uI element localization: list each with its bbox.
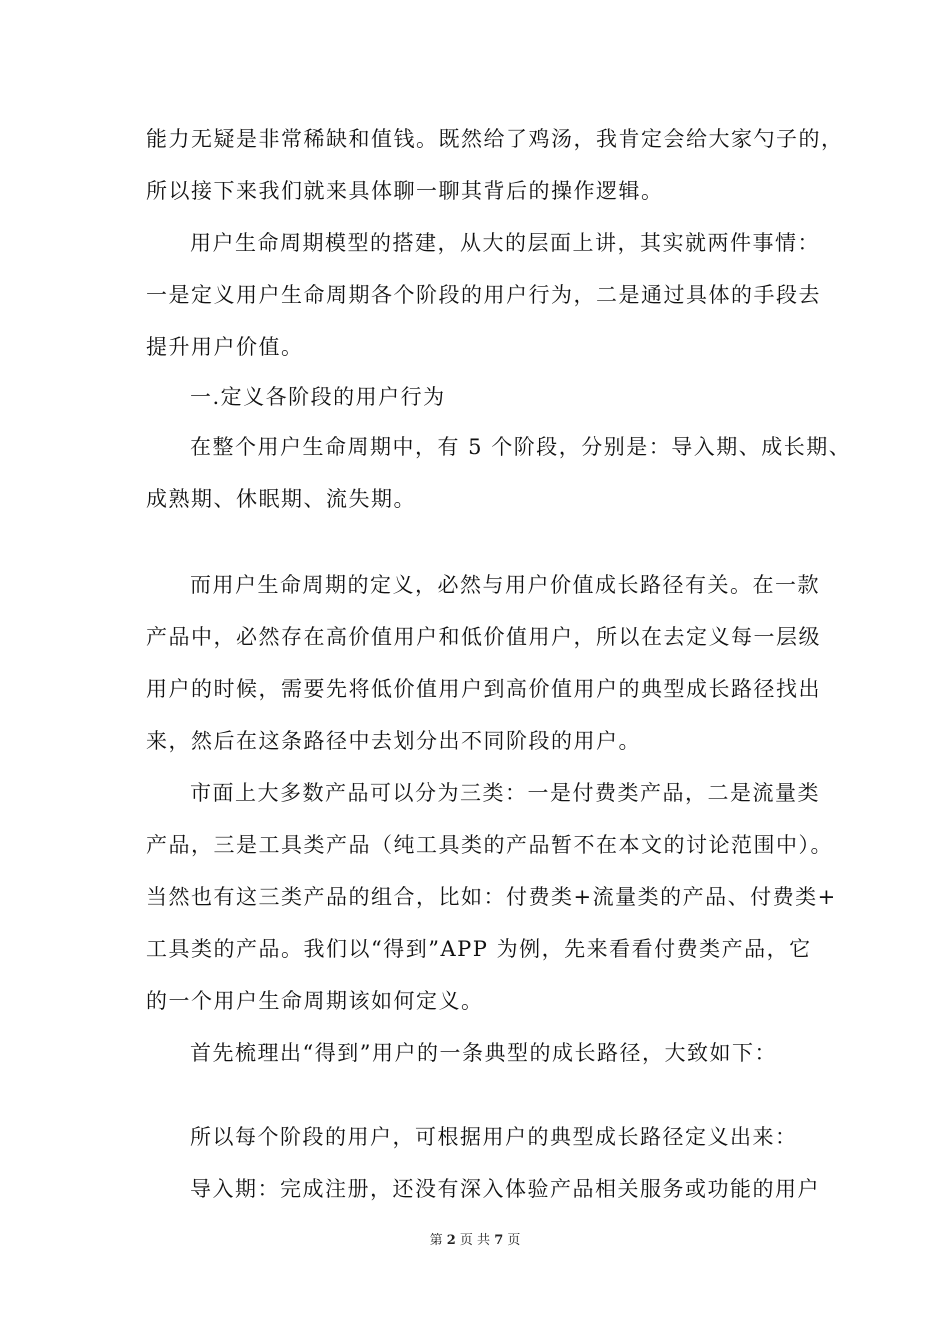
text-line: 所以每个阶段的用户，可根据用户的典型成长路径定义出来： <box>190 1125 798 1149</box>
text-line: 而用户生命周期的定义，必然与用户价值成长路径有关。在一款 <box>190 573 820 597</box>
text-line: 能力无疑是非常稀缺和值钱。既然给了鸡汤，我肯定会给大家勺子的， <box>146 127 844 151</box>
text-line: 提升用户价值。 <box>146 335 304 359</box>
text-line: 用户生命周期模型的搭建，从大的层面上讲，其实就两件事情： <box>190 231 820 255</box>
text-line: 市面上大多数产品可以分为三类：一是付费类产品，二是流量类 <box>190 781 820 805</box>
text-line: 产品中，必然存在高价值用户和低价值用户，所以在去定义每一层级 <box>146 625 821 649</box>
section-heading: 一.定义各阶段的用户行为 <box>190 385 446 409</box>
text-line: 一是定义用户生命周期各个阶段的用户行为，二是通过具体的手段去 <box>146 283 821 307</box>
footer-prefix: 第 <box>429 1233 443 1248</box>
text-line: 来，然后在这条路径中去划分出不同阶段的用户。 <box>146 729 641 753</box>
text-line: 首先梳理出“得到”用户的一条典型的成长路径，大致如下： <box>190 1041 777 1065</box>
text-line: 工具类的产品。我们以“得到”APP 为例，先来看看付费类产品，它 <box>146 937 812 961</box>
page-footer <box>0 1232 950 1250</box>
text-line: 的一个用户生命周期该如何定义。 <box>146 989 484 1013</box>
text-line: 产品，三是工具类产品（纯工具类的产品暂不在本文的讨论范围中）。 <box>146 833 833 857</box>
text-line: 成熟期、休眠期、流失期。 <box>146 487 416 511</box>
page-number: 2 <box>446 1233 456 1248</box>
footer-middle: 页 共 <box>459 1233 491 1248</box>
text-line: 导入期：完成注册，还没有深入体验产品相关服务或功能的用户 <box>190 1177 820 1201</box>
total-pages: 7 <box>494 1233 504 1248</box>
footer-suffix: 页 <box>507 1233 521 1248</box>
text-line: 用户的时候，需要先将低价值用户到高价值用户的典型成长路径找出 <box>146 677 821 701</box>
text-line: 所以接下来我们就来具体聊一聊其背后的操作逻辑。 <box>146 179 664 203</box>
text-line: 在整个用户生命周期中，有 5 个阶段，分别是：导入期、成长期、 <box>190 435 852 459</box>
text-line: 当然也有这三类产品的组合，比如：付费类+流量类的产品、付费类+ <box>146 885 837 909</box>
